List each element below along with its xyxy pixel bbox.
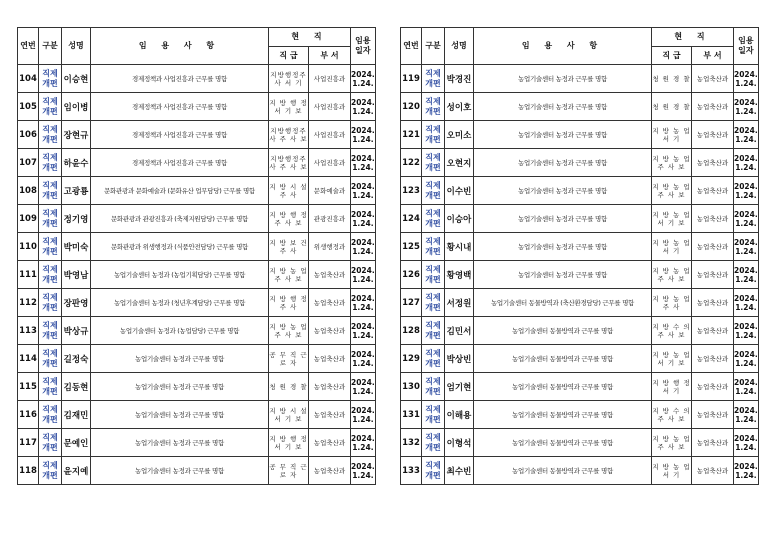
table-row — [401, 65, 759, 93]
row-department: 농업축산과 — [692, 177, 734, 205]
row-kind: 직제 개편 — [39, 373, 62, 401]
row-date: 2024. 1.24. — [734, 177, 759, 205]
row-rank: 지 방 농 업 주 사 보 — [652, 261, 692, 289]
row-rank: 지 방 농 업 주 사 보 — [652, 429, 692, 457]
row-rank: 지방행정주사 주 사 보 — [269, 121, 309, 149]
row-rank: 지 방 행 정 서 기 보 — [269, 93, 309, 121]
row-date: 2024. 1.24. — [351, 233, 376, 261]
header-item: 임 용 사 항 — [91, 28, 269, 65]
row-date: 2024. 1.24. — [734, 261, 759, 289]
row-date: 2024. 1.24. — [351, 289, 376, 317]
table-body-left — [18, 65, 376, 485]
row-rank: 지 방 행 정 주 사 보 — [269, 205, 309, 233]
row-number: 105 — [18, 93, 39, 121]
row-number: 122 — [401, 149, 422, 177]
row-kind: 직제 개편 — [422, 261, 445, 289]
row-name: 김동현 — [62, 373, 91, 401]
row-kind: 직제 개편 — [39, 177, 62, 205]
row-appointment: 경제정책과 사업진흥과 근무를 명함 — [91, 93, 269, 121]
row-rank: 지 방 농 업 주 사 보 — [652, 149, 692, 177]
row-name: 이해용 — [445, 401, 474, 429]
table-row — [401, 373, 759, 401]
row-rank: 지 방 보 건 주 사 — [269, 233, 309, 261]
row-date: 2024. 1.24. — [351, 177, 376, 205]
row-appointment: 농업기술센터 농정과 (농업기획담당) 근무를 명함 — [91, 261, 269, 289]
row-number: 128 — [401, 317, 422, 345]
row-number: 106 — [18, 121, 39, 149]
header-kind: 구분 — [39, 28, 62, 65]
row-rank: 지 방 농 업 주 사 — [652, 289, 692, 317]
table-row — [18, 93, 376, 121]
row-kind: 직제 개편 — [422, 121, 445, 149]
table-row — [18, 65, 376, 93]
table-row — [18, 401, 376, 429]
row-kind: 직제 개편 — [39, 457, 62, 485]
row-name: 서정원 — [445, 289, 474, 317]
row-appointment: 농업기술센터 농정과 근무를 명함 — [474, 205, 652, 233]
row-department: 농업축산과 — [309, 401, 351, 429]
row-date: 2024. 1.24. — [351, 261, 376, 289]
row-number: 111 — [18, 261, 39, 289]
row-department: 농업축산과 — [692, 317, 734, 345]
row-department: 농업축산과 — [309, 373, 351, 401]
header-kind: 구분 — [422, 28, 445, 65]
table-row — [401, 205, 759, 233]
row-kind: 직제 개편 — [39, 93, 62, 121]
header-date: 임용 일자 — [734, 28, 759, 65]
row-appointment: 농업기술센터 농정과 근무를 명함 — [474, 121, 652, 149]
row-date: 2024. 1.24. — [734, 457, 759, 485]
row-kind: 직제 개편 — [39, 121, 62, 149]
row-name: 문예인 — [62, 429, 91, 457]
row-rank: 지 방 행 정 주 사 — [269, 289, 309, 317]
row-kind: 직제 개편 — [422, 457, 445, 485]
row-department: 사업진흥과 — [309, 121, 351, 149]
row-date: 2024. 1.24. — [734, 401, 759, 429]
row-name: 임이병 — [62, 93, 91, 121]
row-appointment: 경제정책과 사업진흥과 근무를 명함 — [91, 65, 269, 93]
row-appointment: 농업기술센터 농정과 근무를 명함 — [91, 345, 269, 373]
row-appointment: 농업기술센터 농정과 근무를 명함 — [91, 401, 269, 429]
row-number: 118 — [18, 457, 39, 485]
row-rank: 지 방 수 의 주 사 보 — [652, 317, 692, 345]
row-appointment: 농업기술센터 동물방역과 근무를 명함 — [474, 401, 652, 429]
row-name: 정기영 — [62, 205, 91, 233]
row-appointment: 농업기술센터 동물방역과 근무를 명함 — [474, 457, 652, 485]
row-date: 2024. 1.24. — [351, 345, 376, 373]
table-row — [401, 401, 759, 429]
row-number: 125 — [401, 233, 422, 261]
row-number: 109 — [18, 205, 39, 233]
row-date: 2024. 1.24. — [351, 457, 376, 485]
row-number: 108 — [18, 177, 39, 205]
row-date: 2024. 1.24. — [351, 65, 376, 93]
row-department: 농업축산과 — [692, 429, 734, 457]
row-name: 성이호 — [445, 93, 474, 121]
row-kind: 직제 개편 — [422, 401, 445, 429]
row-department: 위생행정과 — [309, 233, 351, 261]
row-rank: 지 방 농 업 주 사 보 — [652, 177, 692, 205]
row-name: 박경진 — [445, 65, 474, 93]
row-number: 115 — [18, 373, 39, 401]
row-number: 104 — [18, 65, 39, 93]
table-row — [401, 261, 759, 289]
table-row — [18, 121, 376, 149]
row-number: 117 — [18, 429, 39, 457]
row-appointment: 농업기술센터 농정과 근무를 명함 — [474, 93, 652, 121]
row-date: 2024. 1.24. — [351, 93, 376, 121]
row-kind: 직제 개편 — [39, 401, 62, 429]
row-date: 2024. 1.24. — [734, 65, 759, 93]
row-rank: 지방행정주사 주 사 보 — [269, 149, 309, 177]
row-appointment: 농업기술센터 농정과 근무를 명함 — [91, 429, 269, 457]
row-department: 농업축산과 — [309, 429, 351, 457]
row-appointment: 농업기술센터 동물방역과 근무를 명함 — [474, 345, 652, 373]
table-row — [18, 345, 376, 373]
row-name: 장판영 — [62, 289, 91, 317]
appointment-table-left — [17, 27, 376, 485]
row-department: 문화예술과 — [309, 177, 351, 205]
row-number: 129 — [401, 345, 422, 373]
row-rank: 청 원 경 찰 — [652, 65, 692, 93]
row-rank: 청 원 경 찰 — [652, 93, 692, 121]
row-number: 119 — [401, 65, 422, 93]
row-date: 2024. 1.24. — [351, 149, 376, 177]
row-department: 농업축산과 — [309, 317, 351, 345]
row-kind: 직제 개편 — [422, 317, 445, 345]
row-kind: 직제 개편 — [39, 429, 62, 457]
row-number: 121 — [401, 121, 422, 149]
row-department: 농업축산과 — [692, 233, 734, 261]
row-kind: 직제 개편 — [422, 177, 445, 205]
row-name: 최수빈 — [445, 457, 474, 485]
row-department: 농업축산과 — [309, 289, 351, 317]
row-name: 박상빈 — [445, 345, 474, 373]
table-row — [18, 289, 376, 317]
table-row — [401, 233, 759, 261]
row-appointment: 농업기술센터 농정과 근무를 명함 — [91, 373, 269, 401]
row-kind: 직제 개편 — [39, 149, 62, 177]
row-number: 123 — [401, 177, 422, 205]
table-row — [18, 317, 376, 345]
table-row — [18, 261, 376, 289]
row-appointment: 문화관광과 문화예술과 (문화유산 업무담당) 근무를 명함 — [91, 177, 269, 205]
row-rank: 지 방 시 설 주 사 — [269, 177, 309, 205]
row-department: 사업진흥과 — [309, 65, 351, 93]
row-appointment: 문화관광과 관광진흥과 (축제지원담당) 근무를 명함 — [91, 205, 269, 233]
row-kind: 직제 개편 — [39, 65, 62, 93]
row-appointment: 농업기술센터 농정과 (청년후계담당) 근무를 명함 — [91, 289, 269, 317]
row-rank: 지 방 농 업 서 기 보 — [652, 345, 692, 373]
header-item: 임 용 사 항 — [474, 28, 652, 65]
row-number: 130 — [401, 373, 422, 401]
header-current: 현 직 — [652, 28, 734, 47]
row-department: 농업축산과 — [692, 205, 734, 233]
row-department: 농업축산과 — [309, 345, 351, 373]
row-rank: 지방행정주사 서 기 — [269, 65, 309, 93]
row-kind: 직제 개편 — [422, 373, 445, 401]
row-kind: 직제 개편 — [39, 345, 62, 373]
header-name: 성명 — [445, 28, 474, 65]
table-body-right — [401, 65, 759, 485]
row-name: 황시내 — [445, 233, 474, 261]
row-rank: 공 무 직 근 로 자 — [269, 457, 309, 485]
row-kind: 직제 개편 — [422, 429, 445, 457]
table-row — [401, 289, 759, 317]
row-department: 농업축산과 — [692, 65, 734, 93]
table-row — [401, 429, 759, 457]
row-name: 이형석 — [445, 429, 474, 457]
table-row — [18, 149, 376, 177]
row-name: 오미소 — [445, 121, 474, 149]
row-appointment: 농업기술센터 동물방역과 (축산환경담당) 근무를 명함 — [474, 289, 652, 317]
row-rank: 지 방 행 정 서 기 보 — [269, 429, 309, 457]
table-row — [18, 177, 376, 205]
row-name: 윤지예 — [62, 457, 91, 485]
row-rank: 지 방 농 업 주 사 보 — [269, 317, 309, 345]
row-department: 사업진흥과 — [309, 149, 351, 177]
row-date: 2024. 1.24. — [351, 429, 376, 457]
row-number: 107 — [18, 149, 39, 177]
table-row — [18, 233, 376, 261]
row-date: 2024. 1.24. — [734, 93, 759, 121]
row-rank: 지 방 농 업 서 기 — [652, 121, 692, 149]
row-appointment: 농업기술센터 농정과 (농업담당) 근무를 명함 — [91, 317, 269, 345]
row-department: 농업축산과 — [692, 149, 734, 177]
row-kind: 직제 개편 — [422, 233, 445, 261]
row-date: 2024. 1.24. — [734, 345, 759, 373]
row-date: 2024. 1.24. — [734, 289, 759, 317]
row-name: 장현규 — [62, 121, 91, 149]
header-no: 연번 — [401, 28, 422, 65]
row-kind: 직제 개편 — [422, 289, 445, 317]
row-department: 농업축산과 — [309, 457, 351, 485]
header-rank: 직 급 — [652, 47, 692, 65]
row-number: 114 — [18, 345, 39, 373]
row-number: 131 — [401, 401, 422, 429]
row-name: 황영백 — [445, 261, 474, 289]
row-department: 농업축산과 — [692, 93, 734, 121]
row-kind: 직제 개편 — [39, 261, 62, 289]
row-rank: 지 방 수 의 주 사 보 — [652, 401, 692, 429]
row-date: 2024. 1.24. — [351, 401, 376, 429]
row-name: 엄기현 — [445, 373, 474, 401]
row-number: 124 — [401, 205, 422, 233]
header-dept: 부 서 — [309, 47, 351, 65]
table-row — [401, 457, 759, 485]
table-row — [18, 457, 376, 485]
row-department: 농업축산과 — [692, 261, 734, 289]
row-department: 농업축산과 — [692, 401, 734, 429]
header-current: 현 직 — [269, 28, 351, 47]
row-number: 113 — [18, 317, 39, 345]
row-rank: 지 방 농 업 주 사 보 — [269, 261, 309, 289]
table-row — [401, 317, 759, 345]
row-appointment: 농업기술센터 농정과 근무를 명함 — [474, 149, 652, 177]
row-appointment: 문화관광과 위생행정과 (식품안전담당) 근무를 명함 — [91, 233, 269, 261]
row-date: 2024. 1.24. — [734, 317, 759, 345]
row-department: 사업진흥과 — [309, 93, 351, 121]
row-kind: 직제 개편 — [39, 233, 62, 261]
row-number: 126 — [401, 261, 422, 289]
table-row — [401, 345, 759, 373]
row-rank: 지 방 농 업 서 기 — [652, 233, 692, 261]
header-no: 연번 — [18, 28, 39, 65]
row-rank: 지 방 행 정 서 기 — [652, 373, 692, 401]
appointment-table-right — [400, 27, 759, 485]
table-row — [18, 429, 376, 457]
row-date: 2024. 1.24. — [351, 373, 376, 401]
row-name: 박영남 — [62, 261, 91, 289]
row-rank: 청 원 경 찰 — [269, 373, 309, 401]
row-date: 2024. 1.24. — [734, 121, 759, 149]
row-number: 132 — [401, 429, 422, 457]
row-appointment: 경제정책과 사업진흥과 근무를 명함 — [91, 121, 269, 149]
row-name: 박상규 — [62, 317, 91, 345]
row-department: 농업축산과 — [692, 289, 734, 317]
row-name: 이수빈 — [445, 177, 474, 205]
row-appointment: 농업기술센터 농정과 근무를 명함 — [474, 177, 652, 205]
row-department: 농업축산과 — [692, 457, 734, 485]
row-appointment: 농업기술센터 농정과 근무를 명함 — [474, 65, 652, 93]
row-kind: 직제 개편 — [39, 205, 62, 233]
row-appointment: 농업기술센터 동물방역과 근무를 명함 — [474, 429, 652, 457]
row-appointment: 농업기술센터 농정과 근무를 명함 — [474, 233, 652, 261]
row-name: 하윤수 — [62, 149, 91, 177]
table-row — [401, 149, 759, 177]
row-number: 110 — [18, 233, 39, 261]
row-date: 2024. 1.24. — [351, 317, 376, 345]
row-rank: 지 방 농 업 서 기 보 — [652, 205, 692, 233]
row-kind: 직제 개편 — [39, 317, 62, 345]
row-date: 2024. 1.24. — [734, 149, 759, 177]
row-date: 2024. 1.24. — [734, 373, 759, 401]
row-name: 이승현 — [62, 65, 91, 93]
row-name: 고광룡 — [62, 177, 91, 205]
row-name: 김재민 — [62, 401, 91, 429]
row-appointment: 경제정책과 사업진흥과 근무를 명함 — [91, 149, 269, 177]
header-date: 임용 일자 — [351, 28, 376, 65]
row-appointment: 농업기술센터 동물방역과 근무를 명함 — [474, 373, 652, 401]
row-department: 농업축산과 — [692, 121, 734, 149]
row-kind: 직제 개편 — [39, 289, 62, 317]
row-kind: 직제 개편 — [422, 65, 445, 93]
row-number: 112 — [18, 289, 39, 317]
row-date: 2024. 1.24. — [734, 429, 759, 457]
row-date: 2024. 1.24. — [734, 233, 759, 261]
row-number: 120 — [401, 93, 422, 121]
row-department: 농업축산과 — [692, 373, 734, 401]
row-date: 2024. 1.24. — [351, 121, 376, 149]
row-date: 2024. 1.24. — [734, 205, 759, 233]
row-kind: 직제 개편 — [422, 345, 445, 373]
row-department: 관광진흥과 — [309, 205, 351, 233]
table-row — [18, 373, 376, 401]
row-kind: 직제 개편 — [422, 205, 445, 233]
header-dept: 부 서 — [692, 47, 734, 65]
row-name: 길정숙 — [62, 345, 91, 373]
row-name: 박미숙 — [62, 233, 91, 261]
row-kind: 직제 개편 — [422, 149, 445, 177]
table-row — [401, 177, 759, 205]
row-department: 농업축산과 — [692, 345, 734, 373]
row-name: 이승아 — [445, 205, 474, 233]
row-name: 오현지 — [445, 149, 474, 177]
row-appointment: 농업기술센터 농정과 근무를 명함 — [474, 261, 652, 289]
row-date: 2024. 1.24. — [351, 205, 376, 233]
row-appointment: 농업기술센터 동물방역과 근무를 명함 — [474, 317, 652, 345]
header-rank: 직 급 — [269, 47, 309, 65]
table-row — [18, 205, 376, 233]
row-number: 116 — [18, 401, 39, 429]
row-rank: 공 무 직 근 로 자 — [269, 345, 309, 373]
row-rank: 지 방 시 설 서 기 보 — [269, 401, 309, 429]
row-kind: 직제 개편 — [422, 93, 445, 121]
row-name: 김민서 — [445, 317, 474, 345]
table-row — [401, 121, 759, 149]
row-number: 127 — [401, 289, 422, 317]
row-number: 133 — [401, 457, 422, 485]
table-row — [401, 93, 759, 121]
row-rank: 지 방 농 업 서 기 — [652, 457, 692, 485]
row-appointment: 농업기술센터 농정과 근무를 명함 — [91, 457, 269, 485]
row-department: 농업축산과 — [309, 261, 351, 289]
header-name: 성명 — [62, 28, 91, 65]
